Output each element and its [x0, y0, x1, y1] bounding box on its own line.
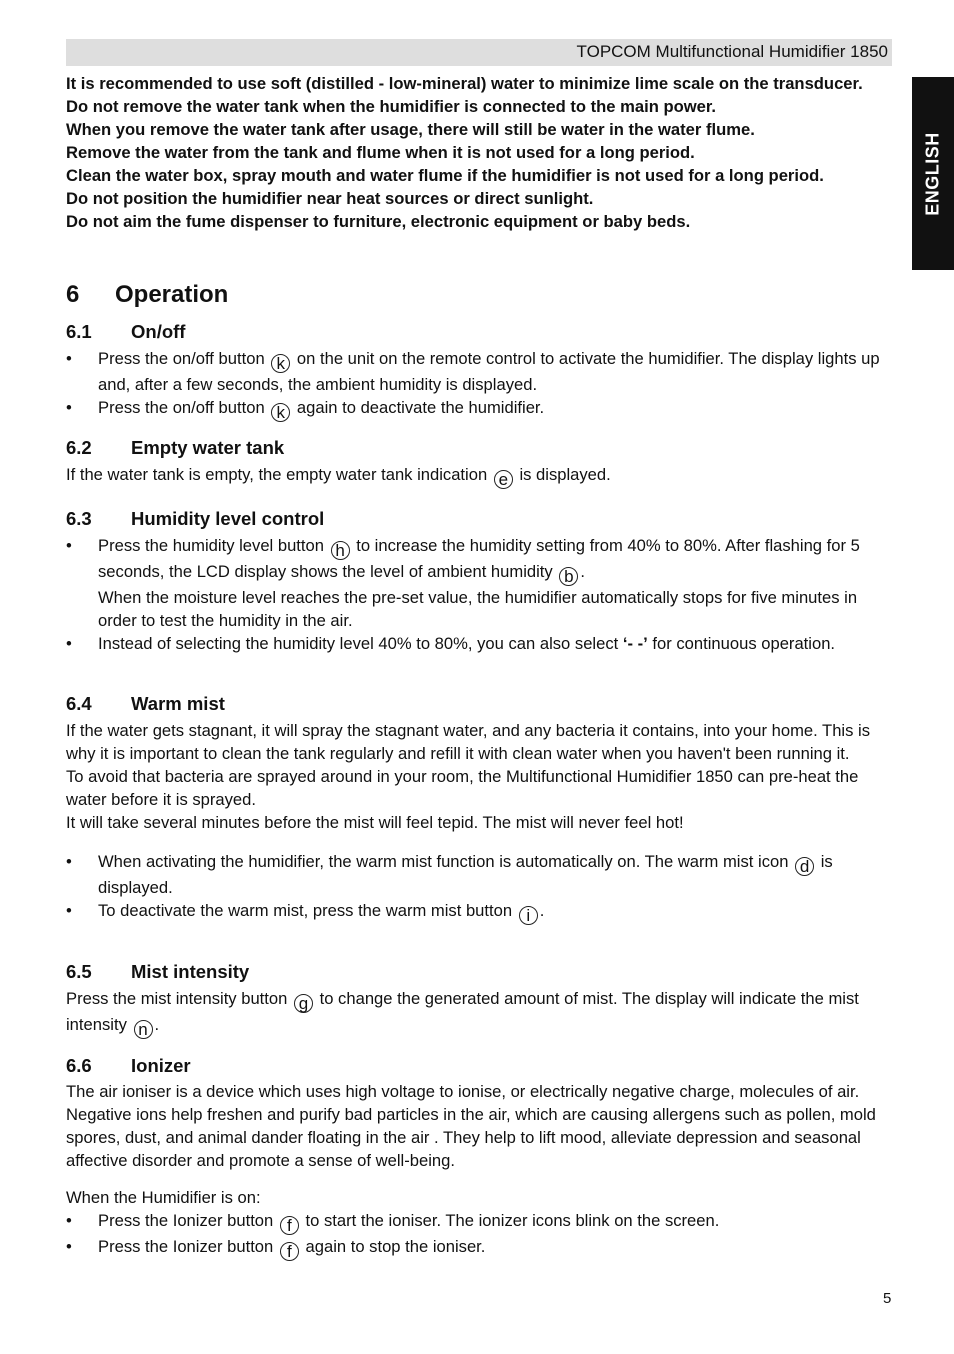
indicator-ref-icon: d	[795, 857, 814, 876]
list-item: • Press the Ionizer button f again to stop the ioniser.	[66, 1237, 486, 1261]
list-item: • When activating the humidifier, the warm mist function is automatically on. The warm mist icon d is displayed.	[66, 852, 833, 897]
subsection-heading-mist-intensity: 6.5 Mist intensity	[66, 961, 250, 982]
subsection-heading-warm-mist: 6.4 Warm mist	[66, 693, 225, 714]
indicator-ref-icon: b	[559, 567, 578, 586]
subsection-body-mist-intensity: Press the mist intensity button g to change the generated amount of mist. The display will indicate the mist intensity n .	[66, 989, 859, 1039]
subsection-body-warm-mist: If the water gets stagnant, it will spray the stagnant water, and any bacteria it contains, into your home. This is why it is important to clean the tank regularly and refill it with clean water when you haven't been running it. To avoid that bacteria are sprayed around in your room, the Multifunctional Humidifier 1850 can pre-heat the water before it is sprayed. It will take several minutes before the mist will feel tepid. The mist will never feel hot! • When activating the humidifier, the warm mist function is automatically on. The warm mist icon d is displayed. • To deactivate the warm mist, press the warm mist button i .	[66, 719, 894, 925]
document-title: TOPCOM Multifunctional Humidifier 1850	[576, 42, 888, 61]
button-ref-icon: f	[280, 1216, 299, 1235]
list-item: • Press the on/off button k on the unit on the remote control to activate the humidifier. The display lights up and, after a few seconds, the ambient humidity is displayed.	[66, 349, 880, 394]
section-heading: 6 Operation	[66, 281, 229, 308]
button-ref-icon: f	[280, 1242, 299, 1261]
warning-line: Do not position the humidifier near heat sources or direct sunlight.	[66, 189, 594, 208]
button-ref-icon: h	[331, 541, 350, 560]
header-bar	[66, 39, 892, 66]
warning-line: Do not aim the fume dispenser to furniture, electronic equipment or baby beds.	[66, 212, 691, 231]
button-ref-icon: k	[271, 403, 290, 422]
subsection-body-onoff	[66, 347, 894, 422]
list-item: • Press the humidity level button h to increase the humidity setting from 40% to 80%. After flashing for 5 seconds, the LCD display shows the level of ambient humidity b . When the moisture level reaches the pre-set value, the humidifier automatically stops for five minutes in order to test the humidity in the air.	[66, 536, 860, 630]
list-item: • To deactivate the warm mist, press the warm mist button i .	[66, 901, 545, 925]
indicator-ref-icon: e	[494, 470, 513, 489]
subsection-body-ionizer: The air ioniser is a device which uses high voltage to ionise, or electrically negative charge, molecules of air. Negative ions help freshen and purify bad particles in the air, which are causing allergens such as pollen, mold spores, dust, and animal dander floating in the air . They help to lift mood, alleviate depression and seasonal affective disorder and promote a sense of well-being. When the Humidifier is on: • Press the Ionizer button f to start the ioniser. The ionizer icons blink on the screen. • Press the Ionizer button f again to stop the ioniser.	[66, 1080, 894, 1261]
button-ref-icon: k	[271, 354, 290, 373]
page-number: 5	[883, 1290, 892, 1307]
list-item: • Instead of selecting the humidity level 40% to 80%, you can also select ‘- -’ for continuous operation.	[66, 634, 836, 653]
subsection-heading-humidity: 6.3 Humidity level control	[66, 508, 325, 529]
warning-line: Clean the water box, spray mouth and water flume if the humidifier is not used for a long period.	[66, 166, 824, 185]
language-label: ENGLISH	[922, 131, 943, 216]
indicator-ref-icon: n	[134, 1020, 153, 1039]
button-ref-icon: g	[294, 994, 313, 1013]
warning-line: When you remove the water tank after usage, there will still be water in the water flume.	[66, 120, 755, 139]
subsection-body-empty-tank: If the water tank is empty, the empty water tank indication e is displayed.	[66, 465, 611, 489]
subsection-heading-onoff: 6.1 On/off	[66, 321, 186, 342]
subsection-body-humidity	[66, 534, 894, 655]
warning-line: Remove the water from the tank and flume when it is not used for a long period.	[66, 143, 695, 162]
subsection-heading-ionizer: 6.6 Ionizer	[66, 1055, 191, 1076]
language-tab	[912, 77, 954, 270]
subsection-heading-empty-tank: 6.2 Empty water tank	[66, 437, 285, 458]
warning-line: It is recommended to use soft (distilled - low-mineral) water to minimize lime scale on the transducer.	[66, 74, 863, 93]
warning-line: Do not remove the water tank when the humidifier is connected to the main power.	[66, 97, 717, 116]
list-item: • Press the Ionizer button f to start the ioniser. The ionizer icons blink on the screen.	[66, 1211, 720, 1235]
list-item: • Press the on/off button k again to deactivate the humidifier.	[66, 398, 545, 422]
button-ref-icon: i	[519, 906, 538, 925]
warnings-block	[66, 72, 894, 233]
